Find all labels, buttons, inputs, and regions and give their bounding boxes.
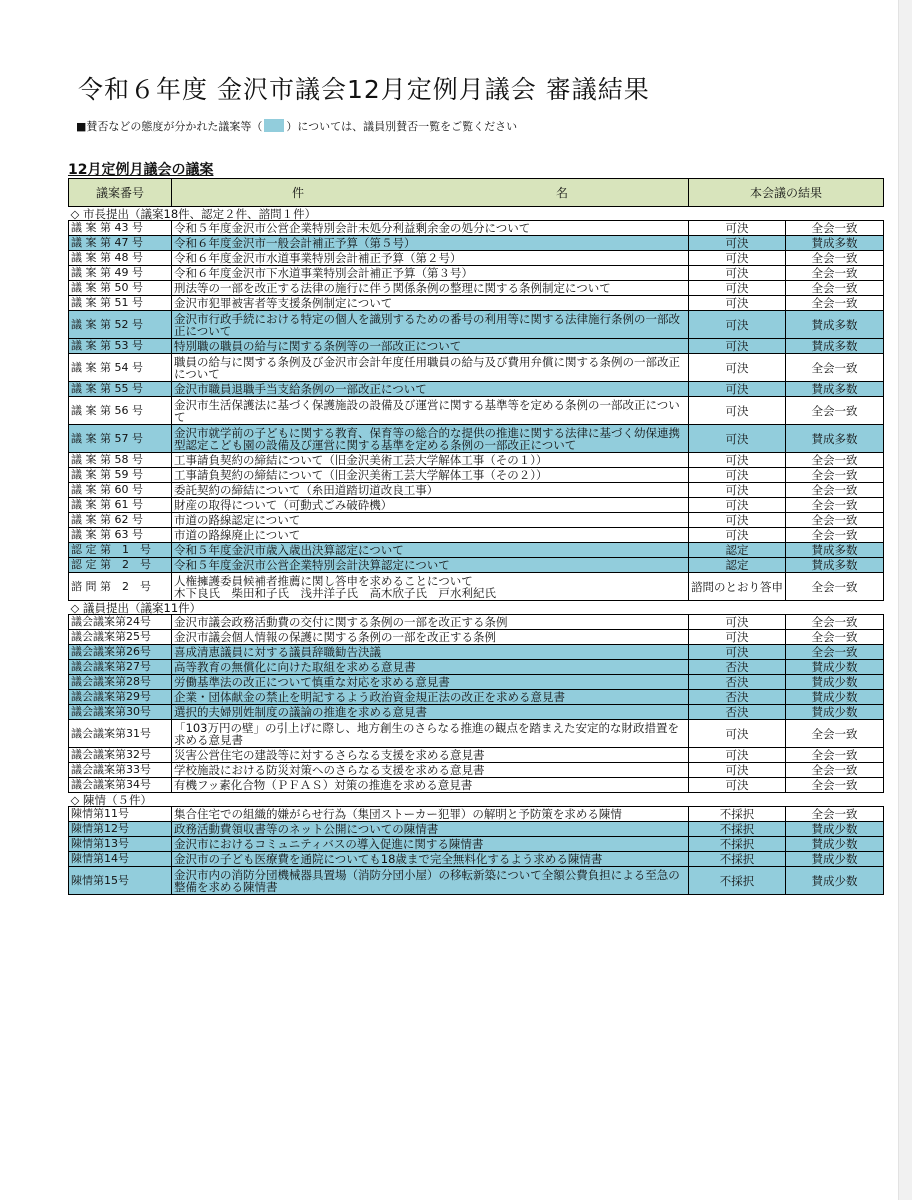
table-row bbox=[69, 543, 884, 558]
table-row bbox=[69, 483, 884, 498]
bill-title: 委託契約の締結について（糸田道踏切道改良工事） bbox=[172, 483, 689, 498]
bill-result: 認定 bbox=[689, 558, 786, 573]
bill-vote: 賛成多数 bbox=[786, 311, 884, 339]
bill-result: 可決 bbox=[689, 468, 786, 483]
bill-result: 可決 bbox=[689, 645, 786, 660]
table-row bbox=[69, 720, 884, 748]
legend-note-prefix: ■賛否などの態度が分かれた議案等（ bbox=[76, 120, 263, 133]
bill-title: 市道の路線認定について bbox=[172, 513, 689, 528]
bill-result: 可決 bbox=[689, 748, 786, 763]
bill-vote: 賛成多数 bbox=[786, 558, 884, 573]
table-row bbox=[69, 573, 884, 601]
bill-title: 喜成清恵議員に対する議員辞職勧告決議 bbox=[172, 645, 689, 660]
bill-title: 金沢市議会政務活動費の交付に関する条例の一部を改正する条例 bbox=[172, 615, 689, 630]
section-title: 12月定例月議会の議案 bbox=[68, 162, 214, 178]
table-row bbox=[69, 675, 884, 690]
bill-title: 令和５年度金沢市歳入歳出決算認定について bbox=[172, 543, 689, 558]
bill-result: 不採択 bbox=[689, 837, 786, 852]
bill-result: 認定 bbox=[689, 543, 786, 558]
bill-title bbox=[172, 573, 689, 601]
bill-result: 可決 bbox=[689, 296, 786, 311]
table-row bbox=[69, 236, 884, 251]
bill-result: 可決 bbox=[689, 615, 786, 630]
bill-title: 金沢市行政手続における特定の個人を識別するための番号の利用等に関する法律施行条例の一部改正について bbox=[172, 311, 689, 339]
bill-vote: 全会一致 bbox=[786, 354, 884, 382]
table-row bbox=[69, 354, 884, 382]
bill-title: 金沢市犯罪被害者等支援条例制定について bbox=[172, 296, 689, 311]
bill-number: 議会議案第24号 bbox=[69, 615, 172, 630]
legend-note bbox=[76, 118, 517, 134]
bill-title: 刑法等の一部を改正する法律の施行に伴う関係条例の整理に関する条例制定について bbox=[172, 281, 689, 296]
bill-vote: 全会一致 bbox=[786, 251, 884, 266]
bill-number: 議会議案第29号 bbox=[69, 690, 172, 705]
bill-number: 議会議案第28号 bbox=[69, 675, 172, 690]
table-row bbox=[69, 311, 884, 339]
bill-number: 議会議案第26号 bbox=[69, 645, 172, 660]
bill-vote: 賛成少数 bbox=[786, 822, 884, 837]
bill-title: 選択的夫婦別姓制度の議論の推進を求める意見書 bbox=[172, 705, 689, 720]
bill-vote: 全会一致 bbox=[786, 807, 884, 822]
bill-number: 議 案 第 51 号 bbox=[69, 296, 172, 311]
table-header-row bbox=[69, 179, 884, 207]
bill-number: 議会議案第25号 bbox=[69, 630, 172, 645]
bill-title: 労働基準法の改正について慎重な対応を求める意見書 bbox=[172, 675, 689, 690]
bill-vote: 全会一致 bbox=[786, 778, 884, 793]
bill-result: 不採択 bbox=[689, 867, 786, 895]
bill-vote: 賛成少数 bbox=[786, 852, 884, 867]
bill-title: 令和６年度金沢市下水道事業特別会計補正予算（第３号） bbox=[172, 266, 689, 281]
bill-result: 可決 bbox=[689, 778, 786, 793]
header-result: 本会議の結果 bbox=[689, 179, 884, 207]
bill-number: 認 定 第 1 号 bbox=[69, 543, 172, 558]
bill-number: 陳情第11号 bbox=[69, 807, 172, 822]
bill-number: 議会議案第34号 bbox=[69, 778, 172, 793]
bill-vote: 全会一致 bbox=[786, 720, 884, 748]
bill-number: 議 案 第 53 号 bbox=[69, 339, 172, 354]
bill-result: 可決 bbox=[689, 354, 786, 382]
bill-vote: 全会一致 bbox=[786, 513, 884, 528]
bill-title: 金沢市生活保護法に基づく保護施設の設備及び運営に関する基準等を定める条例の一部改正について bbox=[172, 397, 689, 425]
bill-title: 政務活動費領収書等のネット公開についての陳情書 bbox=[172, 822, 689, 837]
bill-number: 議 案 第 43 号 bbox=[69, 221, 172, 236]
bill-title: 金沢市就学前の子どもに関する教育、保育等の総合的な提供の推進に関する法律に基づく幼保連携型認定こども園の設備及び運営に関する基準を定める条例の一部改正について bbox=[172, 425, 689, 453]
header-title: 件 名 bbox=[172, 179, 689, 207]
bill-vote: 全会一致 bbox=[786, 296, 884, 311]
bill-vote: 賛成少数 bbox=[786, 837, 884, 852]
bill-number: 諮 問 第 2 号 bbox=[69, 573, 172, 601]
bill-title: 特別職の職員の給与に関する条例等の一部改正について bbox=[172, 339, 689, 354]
bill-result: 可決 bbox=[689, 453, 786, 468]
bill-title: 有機フッ素化合物（ＰＦＡＳ）対策の推進を求める意見書 bbox=[172, 778, 689, 793]
table-row bbox=[69, 822, 884, 837]
table-row bbox=[69, 528, 884, 543]
bill-number: 議 案 第 56 号 bbox=[69, 397, 172, 425]
table-row bbox=[69, 397, 884, 425]
bill-vote: 賛成多数 bbox=[786, 543, 884, 558]
group-row bbox=[69, 601, 884, 615]
results-table bbox=[68, 178, 884, 895]
bill-number: 議 案 第 47 号 bbox=[69, 236, 172, 251]
bill-result: 可決 bbox=[689, 266, 786, 281]
table-row bbox=[69, 645, 884, 660]
bill-number: 議 案 第 49 号 bbox=[69, 266, 172, 281]
table-row bbox=[69, 468, 884, 483]
bill-title: 金沢市職員退職手当支給条例の一部改正について bbox=[172, 382, 689, 397]
bill-number: 議 案 第 59 号 bbox=[69, 468, 172, 483]
bill-title: 集合住宅での組織的嫌がらせ行為（集団ストーカー犯罪）の解明と予防策を求める陳情 bbox=[172, 807, 689, 822]
bill-number: 議 案 第 57 号 bbox=[69, 425, 172, 453]
bill-result: 不採択 bbox=[689, 852, 786, 867]
bill-result: 可決 bbox=[689, 251, 786, 266]
bill-result: 否決 bbox=[689, 660, 786, 675]
bill-number: 議会議案第31号 bbox=[69, 720, 172, 748]
table-row bbox=[69, 660, 884, 675]
bill-title: 工事請負契約の締結について（旧金沢美術工芸大学解体工事（その２）） bbox=[172, 468, 689, 483]
bill-result: 可決 bbox=[689, 281, 786, 296]
bill-number: 議会議案第27号 bbox=[69, 660, 172, 675]
bill-title: 金沢市におけるコミュニティバスの導入促進に関する陳情書 bbox=[172, 837, 689, 852]
bill-number: 議 案 第 60 号 bbox=[69, 483, 172, 498]
bill-title: 金沢市の子ども医療費を通院についても18歳まで完全無料化するよう求める陳情書 bbox=[172, 852, 689, 867]
bill-vote: 全会一致 bbox=[786, 498, 884, 513]
bill-title: 学校施設における防災対策へのさらなる支援を求める意見書 bbox=[172, 763, 689, 778]
group-label: ◇ 陳情（５件） bbox=[69, 793, 884, 807]
scrollbar[interactable] bbox=[898, 0, 912, 1200]
table-row bbox=[69, 382, 884, 397]
table-row bbox=[69, 221, 884, 236]
bill-result: 否決 bbox=[689, 705, 786, 720]
bill-title-candidates: 木下良氏 柴田和子氏 浅井洋子氏 高木欣子氏 戸水利紀氏 bbox=[174, 585, 496, 600]
bill-title: 高等教育の無償化に向けた取組を求める意見書 bbox=[172, 660, 689, 675]
bill-number: 議 案 第 61 号 bbox=[69, 498, 172, 513]
bill-vote: 全会一致 bbox=[786, 645, 884, 660]
bill-result: 可決 bbox=[689, 763, 786, 778]
bill-vote: 賛成少数 bbox=[786, 675, 884, 690]
bill-number: 議 案 第 55 号 bbox=[69, 382, 172, 397]
bill-result: 可決 bbox=[689, 513, 786, 528]
table-row bbox=[69, 266, 884, 281]
bill-vote: 全会一致 bbox=[786, 573, 884, 601]
table-body bbox=[69, 207, 884, 895]
table-row bbox=[69, 852, 884, 867]
group-row bbox=[69, 207, 884, 221]
bill-title: 企業・団体献金の禁止を明記するよう政治資金規正法の改正を求める意見書 bbox=[172, 690, 689, 705]
table-row bbox=[69, 498, 884, 513]
bill-result: 可決 bbox=[689, 221, 786, 236]
bill-title: 財産の取得について（可動式ごみ破砕機） bbox=[172, 498, 689, 513]
bill-number: 議 案 第 48 号 bbox=[69, 251, 172, 266]
table-row bbox=[69, 837, 884, 852]
bill-number: 議 案 第 63 号 bbox=[69, 528, 172, 543]
bill-result: 諮問のとおり答申 bbox=[689, 573, 786, 601]
bill-result: 可決 bbox=[689, 630, 786, 645]
table-row bbox=[69, 690, 884, 705]
bill-vote: 全会一致 bbox=[786, 630, 884, 645]
bill-result: 可決 bbox=[689, 425, 786, 453]
bill-number: 議 案 第 54 号 bbox=[69, 354, 172, 382]
bill-vote: 賛成少数 bbox=[786, 660, 884, 675]
bill-result: 可決 bbox=[689, 236, 786, 251]
bill-title: 「103万円の壁」の引上げに際し、地方創生のさらなる推進の観点を踏まえた安定的な財政措置を求める意見書 bbox=[172, 720, 689, 748]
table-row bbox=[69, 281, 884, 296]
bill-title: 令和５年度金沢市公営企業特別会計決算認定について bbox=[172, 558, 689, 573]
bill-number: 議会議案第33号 bbox=[69, 763, 172, 778]
bill-vote: 賛成多数 bbox=[786, 236, 884, 251]
bill-title: 市道の路線廃止について bbox=[172, 528, 689, 543]
table-row bbox=[69, 425, 884, 453]
bill-vote: 賛成多数 bbox=[786, 425, 884, 453]
bill-vote: 全会一致 bbox=[786, 763, 884, 778]
bill-result: 不採択 bbox=[689, 822, 786, 837]
bill-number: 議 案 第 58 号 bbox=[69, 453, 172, 468]
table-row bbox=[69, 251, 884, 266]
bill-result: 可決 bbox=[689, 382, 786, 397]
bill-vote: 賛成少数 bbox=[786, 867, 884, 895]
bill-result: 可決 bbox=[689, 528, 786, 543]
table-row bbox=[69, 763, 884, 778]
bill-result: 否決 bbox=[689, 675, 786, 690]
bill-vote: 全会一致 bbox=[786, 748, 884, 763]
bill-result: 可決 bbox=[689, 498, 786, 513]
bill-vote: 全会一致 bbox=[786, 397, 884, 425]
bill-vote: 賛成少数 bbox=[786, 690, 884, 705]
bill-vote: 全会一致 bbox=[786, 281, 884, 296]
table-row bbox=[69, 296, 884, 311]
bill-title: 工事請負契約の締結について（旧金沢美術工芸大学解体工事（その１）） bbox=[172, 453, 689, 468]
bill-number: 陳情第15号 bbox=[69, 867, 172, 895]
page-title: 令和６年度 金沢市議会12月定例月議会 審議結果 bbox=[78, 75, 650, 104]
bill-title-line: 人権擁護委員候補者推薦に関し答申を求めることについて bbox=[174, 573, 473, 588]
table-row bbox=[69, 778, 884, 793]
bill-title: 令和６年度金沢市一般会計補正予算（第５号） bbox=[172, 236, 689, 251]
table-row bbox=[69, 867, 884, 895]
bill-vote: 全会一致 bbox=[786, 615, 884, 630]
bill-number: 議 案 第 62 号 bbox=[69, 513, 172, 528]
bill-title: 災害公営住宅の建設等に対するさらなる支援を求める意見書 bbox=[172, 748, 689, 763]
bill-title: 金沢市議会個人情報の保護に関する条例の一部を改正する条例 bbox=[172, 630, 689, 645]
bill-result: 可決 bbox=[689, 720, 786, 748]
bill-title: 令和６年度金沢市水道事業特別会計補正予算（第２号） bbox=[172, 251, 689, 266]
table-row bbox=[69, 630, 884, 645]
bill-title: 職員の給与に関する条例及び金沢市会計年度任用職員の給与及び費用弁償に関する条例の一部改正について bbox=[172, 354, 689, 382]
bill-result: 可決 bbox=[689, 397, 786, 425]
bill-vote: 賛成多数 bbox=[786, 382, 884, 397]
table-row bbox=[69, 513, 884, 528]
bill-result: 可決 bbox=[689, 483, 786, 498]
bill-number: 陳情第14号 bbox=[69, 852, 172, 867]
bill-result: 可決 bbox=[689, 339, 786, 354]
bill-vote: 全会一致 bbox=[786, 266, 884, 281]
bill-number: 議 案 第 52 号 bbox=[69, 311, 172, 339]
table-row bbox=[69, 339, 884, 354]
bill-title: 金沢市内の消防分団機械器具置場（消防分団小屋）の移転新築について全額公費負担による至急の整備を求める陳情書 bbox=[172, 867, 689, 895]
header-number: 議案番号 bbox=[69, 179, 172, 207]
bill-vote: 賛成少数 bbox=[786, 705, 884, 720]
highlight-swatch bbox=[264, 119, 284, 132]
table-row bbox=[69, 558, 884, 573]
group-label: ◇ 市長提出（議案18件、認定２件、諮問１件） bbox=[69, 207, 884, 221]
bill-vote: 賛成多数 bbox=[786, 339, 884, 354]
group-row bbox=[69, 793, 884, 807]
bill-number: 陳情第13号 bbox=[69, 837, 172, 852]
bill-number: 議会議案第32号 bbox=[69, 748, 172, 763]
table-row bbox=[69, 807, 884, 822]
table-row bbox=[69, 748, 884, 763]
bill-vote: 全会一致 bbox=[786, 528, 884, 543]
legend-note-suffix: ）については、議員別賛否一覧をご覧ください bbox=[286, 120, 518, 133]
table-row bbox=[69, 705, 884, 720]
bill-result: 不採択 bbox=[689, 807, 786, 822]
bill-title: 令和５年度金沢市公営企業特別会計未処分利益剰余金の処分について bbox=[172, 221, 689, 236]
bill-vote: 全会一致 bbox=[786, 468, 884, 483]
bill-number: 認 定 第 2 号 bbox=[69, 558, 172, 573]
bill-number: 議 案 第 50 号 bbox=[69, 281, 172, 296]
bill-result: 可決 bbox=[689, 311, 786, 339]
table-row bbox=[69, 453, 884, 468]
bill-vote: 全会一致 bbox=[786, 453, 884, 468]
group-label: ◇ 議員提出（議案11件） bbox=[69, 601, 884, 615]
table-row bbox=[69, 615, 884, 630]
bill-number: 議会議案第30号 bbox=[69, 705, 172, 720]
bill-vote: 全会一致 bbox=[786, 483, 884, 498]
bill-vote: 全会一致 bbox=[786, 221, 884, 236]
bill-result: 否決 bbox=[689, 690, 786, 705]
bill-number: 陳情第12号 bbox=[69, 822, 172, 837]
